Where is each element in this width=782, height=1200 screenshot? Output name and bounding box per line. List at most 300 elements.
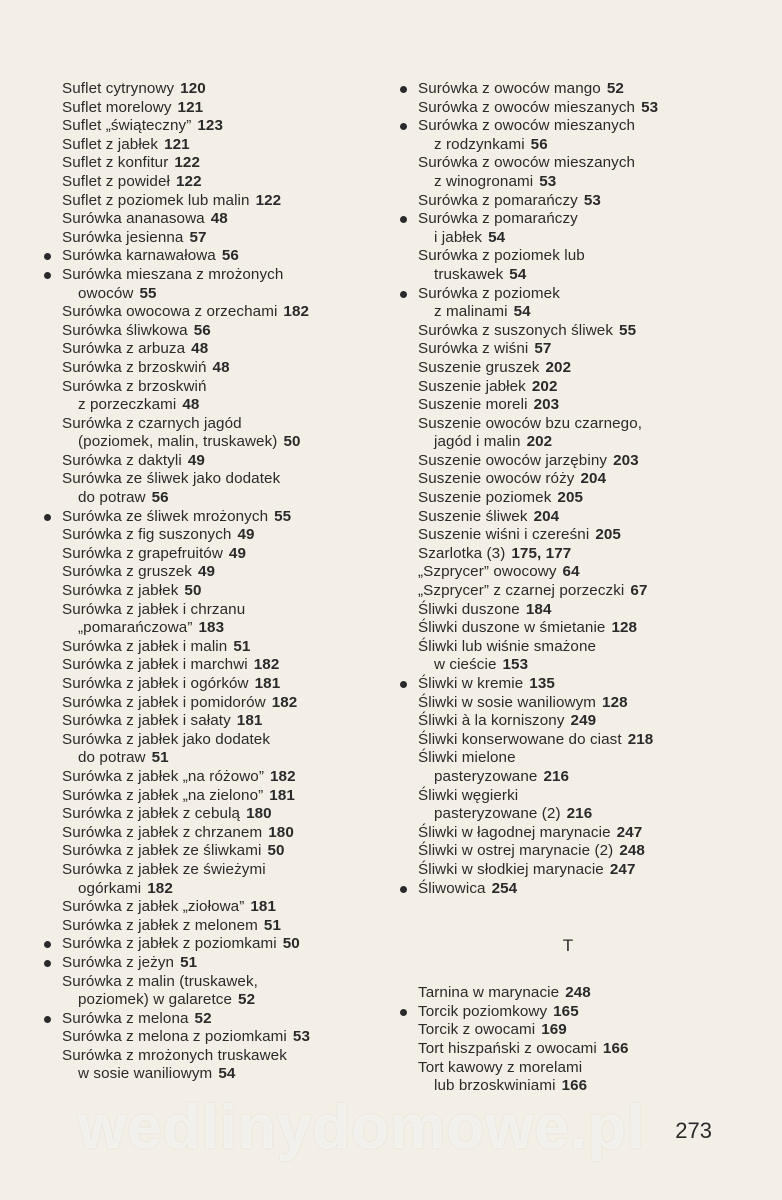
index-entry — [418, 1040, 763, 1059]
entry-title — [62, 1028, 402, 1047]
entry-text: truskawek — [434, 265, 504, 283]
entry-page-number: 53 — [641, 98, 659, 116]
entry-title — [418, 378, 763, 397]
entry-text: Surówka z jeżyn — [62, 953, 175, 971]
entry-title — [62, 601, 402, 620]
entry-text: Śliwki à la korniszony — [418, 712, 565, 730]
entry-title-continued — [418, 173, 763, 192]
entry-title — [418, 210, 763, 229]
entry-page-number: 247 — [616, 823, 643, 841]
entry-text: Suszenie moreli — [418, 396, 528, 414]
bullet-dot-icon — [44, 960, 51, 967]
entry-text: jagód i malin — [434, 433, 521, 451]
entry-page-number: 55 — [619, 321, 637, 339]
entry-page-number: 184 — [525, 600, 552, 618]
entry-page-number: 249 — [570, 712, 597, 730]
entry-title — [62, 322, 402, 341]
entry-title — [418, 675, 763, 694]
entry-text: Surówka z poziomek — [418, 284, 560, 302]
index-entry — [62, 545, 402, 564]
entry-text: Surówka z jabłek i ogórków — [62, 675, 249, 692]
entry-page-number: 56 — [530, 135, 548, 153]
entry-title — [418, 984, 763, 1003]
entry-text: Suflet z jabłek — [62, 135, 159, 153]
entry-text: Suszenie owoców róży — [418, 470, 575, 488]
entry-text: Surówka z mrożonych truskawek — [62, 1046, 287, 1064]
entry-text: z winogronami — [434, 172, 534, 190]
index-entry — [418, 192, 763, 211]
entry-text: z porzeczkami — [78, 396, 177, 414]
index-entry — [62, 508, 402, 527]
entry-page-number: 55 — [274, 507, 292, 525]
entry-title-continued — [418, 229, 763, 248]
index-entry — [62, 378, 402, 415]
entry-title — [418, 787, 763, 806]
entry-page-number: 51 — [233, 637, 251, 655]
entry-title — [62, 805, 402, 824]
entry-page-number: 180 — [246, 805, 272, 823]
entry-page-number: 121 — [177, 98, 204, 116]
entry-title — [418, 470, 763, 489]
entry-text: w cieście — [434, 656, 497, 674]
entry-title — [62, 470, 402, 489]
index-section-s-continued — [418, 80, 763, 898]
entry-page-number: 128 — [611, 619, 638, 637]
index-entry — [418, 1059, 763, 1096]
entry-text: Suszenie poziomek — [418, 489, 552, 507]
entry-text: Torcik poziomkowy — [418, 1002, 548, 1020]
entry-page-number: 205 — [595, 526, 621, 544]
entry-page-number: 183 — [198, 619, 225, 637]
entry-title — [418, 80, 763, 99]
entry-text: Surówka z brzoskwiń — [62, 377, 207, 395]
index-entry — [62, 805, 402, 824]
entry-page-number: 52 — [606, 80, 624, 97]
entry-page-number: 165 — [553, 1002, 579, 1020]
entry-page-number: 202 — [526, 433, 553, 451]
entry-page-number: 54 — [488, 228, 506, 246]
entry-title-continued — [62, 991, 402, 1010]
entry-title — [418, 545, 763, 564]
entry-title — [62, 582, 402, 601]
entry-title — [418, 1021, 763, 1040]
index-entry — [418, 80, 763, 99]
entry-title — [62, 266, 402, 285]
entry-page-number: 169 — [541, 1021, 567, 1039]
entry-text: Surówka z brzoskwiń — [62, 358, 207, 376]
entry-page-number: 49 — [228, 544, 246, 562]
entry-text: Surówka jesienna — [62, 228, 184, 246]
index-entry — [62, 675, 402, 694]
entry-page-number: 50 — [283, 433, 301, 451]
index-entry — [418, 99, 763, 118]
entry-page-number: 56 — [221, 247, 239, 265]
entry-text: Suszenie śliwek — [418, 507, 528, 525]
entry-page-number: 202 — [531, 377, 558, 395]
entry-text: Surówka z jabłek i marchwi — [62, 656, 248, 674]
entry-title — [418, 359, 763, 378]
entry-text: Śliwki duszone — [418, 600, 520, 618]
index-entry — [62, 340, 402, 359]
entry-text: „Szprycer” z czarnej porzeczki — [418, 582, 625, 600]
entry-text: Śliwki mielone — [418, 749, 516, 767]
entry-text: Śliwki duszone w śmietanie — [418, 619, 606, 637]
index-entry — [62, 954, 402, 973]
entry-title-continued — [62, 285, 402, 304]
entry-text: Surówka z czarnych jagód — [62, 414, 242, 432]
entry-title — [418, 563, 763, 582]
entry-title — [418, 396, 763, 415]
entry-text: Suflet z powideł — [62, 172, 170, 190]
index-entry — [62, 973, 402, 1010]
entry-page-number: 203 — [613, 451, 639, 469]
entry-page-number: 203 — [533, 396, 560, 414]
entry-title-continued — [62, 433, 402, 452]
entry-text: Suszenie wiśni i czereśni — [418, 526, 590, 544]
entry-text: Surówka z jabłek „na zielono” — [62, 786, 264, 804]
entry-page-number: 54 — [218, 1065, 236, 1083]
entry-page-number: 50 — [282, 935, 300, 953]
index-entry — [418, 452, 763, 471]
entry-page-number: 175, 177 — [511, 544, 572, 562]
entry-page-number: 166 — [602, 1039, 629, 1057]
entry-page-number: 56 — [193, 321, 211, 339]
index-entry — [62, 656, 402, 675]
index-entry — [418, 526, 763, 545]
entry-title — [418, 508, 763, 527]
entry-page-number: 122 — [255, 191, 282, 209]
index-entry — [418, 619, 763, 638]
index-entry — [62, 192, 402, 211]
entry-page-number: 218 — [627, 730, 654, 748]
entry-title — [418, 638, 763, 657]
index-entry — [418, 563, 763, 582]
index-entry — [418, 285, 763, 322]
entry-text: i jabłek — [434, 228, 483, 246]
bullet-dot-icon — [400, 1009, 407, 1016]
entry-text: Surówka z malin (truskawek, — [62, 972, 258, 990]
entry-text: poziomek) w galaretce — [78, 991, 233, 1009]
entry-page-number: 205 — [557, 489, 584, 507]
entry-text: Śliwki konserwowane do ciast — [418, 730, 622, 748]
entry-page-number: 48 — [212, 358, 230, 376]
entry-page-number: 51 — [263, 916, 281, 934]
entry-title — [62, 378, 402, 397]
entry-text: Surówka z jabłek i malin — [62, 637, 228, 655]
entry-text: Surówka z arbuza — [62, 340, 186, 358]
bullet-dot-icon — [44, 514, 51, 521]
index-column-right — [418, 80, 763, 1096]
entry-title-continued — [62, 1065, 402, 1084]
entry-text: Surówka mieszana z mrożonych — [62, 265, 284, 283]
entry-title-continued — [418, 656, 763, 675]
entry-text: z malinami — [434, 303, 508, 321]
index-entry — [418, 694, 763, 713]
index-entry — [62, 266, 402, 303]
entry-page-number: 52 — [194, 1009, 212, 1027]
index-section-t — [418, 984, 763, 1096]
entry-title — [418, 117, 763, 136]
index-entry — [418, 489, 763, 508]
index-entry — [62, 229, 402, 248]
entry-title — [418, 694, 763, 713]
entry-page-number: 182 — [147, 879, 173, 897]
section-letter-heading: T — [562, 936, 574, 956]
index-entry — [418, 545, 763, 564]
entry-page-number: 204 — [580, 470, 607, 488]
entry-title — [418, 731, 763, 750]
entry-title — [62, 359, 402, 378]
entry-text: Suflet z konfitur — [62, 154, 169, 172]
bullet-dot-icon — [400, 681, 407, 688]
entry-page-number: 247 — [609, 860, 636, 878]
bullet-dot-icon — [44, 1016, 51, 1023]
entry-text: Śliwki lub wiśnie smażone — [418, 637, 597, 655]
entry-title — [418, 842, 763, 861]
entry-title — [62, 917, 402, 936]
entry-text: Surówka karnawałowa — [62, 247, 216, 265]
entry-title-continued — [62, 619, 402, 638]
entry-page-number: 248 — [619, 842, 645, 860]
entry-title — [62, 638, 402, 657]
entry-title — [62, 768, 402, 787]
entry-text: Surówka z wiśni — [418, 340, 529, 358]
entry-title — [62, 842, 402, 861]
entry-text: lub brzoskwiniami — [434, 1077, 556, 1095]
entry-page-number: 216 — [566, 805, 593, 823]
entry-text: Tort hiszpański z owocami — [418, 1039, 597, 1057]
bullet-dot-icon — [400, 291, 407, 298]
entry-text: Surówka z jabłek i pomidorów — [62, 693, 266, 711]
entry-text: Surówka z jabłek „na różowo” — [62, 767, 265, 785]
entry-title — [62, 898, 402, 917]
entry-page-number: 216 — [543, 767, 570, 785]
entry-title — [418, 601, 763, 620]
entry-text: w sosie waniliowym — [78, 1065, 213, 1083]
entry-text: Surówka z owoców mieszanych — [418, 117, 636, 135]
index-entry — [62, 1047, 402, 1084]
entry-text: do potraw — [78, 749, 146, 767]
entry-title — [62, 210, 402, 229]
index-entry — [418, 731, 763, 750]
index-entry — [62, 842, 402, 861]
entry-title — [418, 749, 763, 768]
entry-text: Surówka z melona — [62, 1009, 189, 1027]
entry-title-continued — [418, 266, 763, 285]
entry-title — [62, 117, 402, 136]
entry-text: Surówka z jabłek ze śliwkami — [62, 842, 262, 860]
index-entry — [418, 1021, 763, 1040]
index-entry — [62, 359, 402, 378]
entry-text: Surówka z jabłek i sałaty — [62, 712, 231, 730]
entry-text: Surówka śliwkowa — [62, 321, 188, 339]
entry-page-number: 248 — [565, 984, 591, 1002]
entry-page-number: 166 — [561, 1077, 588, 1095]
entry-text: Surówka z jabłek ze świeżymi — [62, 860, 266, 878]
entry-text: ogórkami — [78, 879, 142, 897]
index-entry — [418, 340, 763, 359]
entry-title — [62, 973, 402, 992]
entry-text: Szarlotka (3) — [418, 544, 506, 562]
index-entry — [62, 526, 402, 545]
entry-title — [62, 861, 402, 880]
entry-text: Suszenie owoców jarzębiny — [418, 451, 608, 469]
entry-title — [418, 340, 763, 359]
entry-page-number: 182 — [271, 693, 298, 711]
index-entry — [418, 861, 763, 880]
entry-text: Surówka z daktyli — [62, 451, 182, 469]
entry-page-number: 181 — [269, 786, 295, 804]
entry-text: Suflet morelowy — [62, 98, 172, 116]
bullet-dot-icon — [400, 886, 407, 893]
entry-title — [418, 247, 763, 266]
entry-title — [62, 415, 402, 434]
entry-page-number: 153 — [502, 656, 529, 674]
entry-title — [62, 563, 402, 582]
entry-page-number: 55 — [139, 284, 157, 302]
entry-title — [418, 154, 763, 173]
entry-text: Surówka z jabłek z cebulą — [62, 805, 241, 823]
entry-text: Śliwki w słodkiej marynacie — [418, 860, 604, 878]
entry-page-number: 67 — [630, 582, 648, 600]
index-entry — [62, 601, 402, 638]
entry-title — [418, 1059, 763, 1078]
entry-title-continued — [62, 880, 402, 899]
entry-text: Surówka z pomarańczy — [418, 210, 578, 228]
entry-title — [418, 824, 763, 843]
entry-text: owoców — [78, 284, 134, 302]
entry-page-number: 180 — [268, 823, 294, 841]
index-entry — [418, 675, 763, 694]
entry-text: Surówka z owoców mango — [418, 80, 601, 97]
entry-page-number: 56 — [151, 489, 169, 507]
bullet-dot-icon — [400, 216, 407, 223]
entry-title — [418, 99, 763, 118]
index-entry — [62, 322, 402, 341]
entry-title-continued — [418, 136, 763, 155]
entry-text: Surówka ze śliwek jako dodatek — [62, 470, 281, 488]
entry-title — [62, 675, 402, 694]
entry-title-continued — [62, 489, 402, 508]
index-entry — [62, 731, 402, 768]
index-entry — [418, 322, 763, 341]
entry-title — [62, 712, 402, 731]
index-entry — [62, 787, 402, 806]
index-entry — [62, 210, 402, 229]
entry-title-continued — [418, 303, 763, 322]
entry-page-number: 182 — [283, 303, 310, 321]
entry-title-continued — [418, 805, 763, 824]
entry-text: Śliwki w sosie waniliowym — [418, 693, 597, 711]
entry-text: Suszenie owoców bzu czarnego, — [418, 414, 643, 432]
entry-page-number: 57 — [189, 228, 207, 246]
index-entry — [418, 880, 763, 899]
entry-text: Surówka ze śliwek mrożonych — [62, 507, 269, 525]
index-entry — [62, 80, 402, 99]
entry-text: Surówka z jabłek z poziomkami — [62, 935, 277, 953]
entry-page-number: 122 — [175, 172, 202, 190]
entry-text: Suflet „świąteczny” — [62, 117, 192, 135]
index-entry — [62, 452, 402, 471]
entry-text: Surówka z grapefruitów — [62, 544, 223, 562]
entry-page-number: 53 — [583, 191, 601, 209]
index-entry — [418, 154, 763, 191]
entry-page-number: 54 — [513, 303, 531, 321]
entry-title-continued — [62, 396, 402, 415]
entry-title — [418, 285, 763, 304]
entry-title — [62, 731, 402, 750]
entry-text: Suflet z poziomek lub malin — [62, 191, 250, 209]
index-entry — [418, 601, 763, 620]
entry-text: Surówka z jabłek z melonem — [62, 916, 258, 934]
entry-text: Surówka z jabłek — [62, 582, 179, 600]
entry-page-number: 64 — [562, 563, 580, 581]
entry-title — [418, 415, 763, 434]
index-entry — [418, 210, 763, 247]
entry-title — [418, 322, 763, 341]
entry-text: Suszenie jabłek — [418, 377, 526, 395]
entry-text: Torcik z owocami — [418, 1021, 536, 1039]
index-entry — [418, 378, 763, 397]
entry-text: Surówka z pomarańczy — [418, 191, 578, 209]
entry-page-number: 49 — [187, 451, 205, 469]
entry-title — [62, 935, 402, 954]
entry-text: Suszenie gruszek — [418, 358, 540, 376]
index-entry — [62, 935, 402, 954]
index-entry — [62, 415, 402, 452]
entry-text: Śliwki węgierki — [418, 786, 519, 804]
entry-page-number: 120 — [180, 80, 206, 97]
entry-title — [418, 1003, 763, 1022]
entry-title-continued — [418, 768, 763, 787]
entry-text: pasteryzowane — [434, 767, 538, 785]
entry-text: Surówka z owoców mieszanych — [418, 154, 636, 172]
index-entry — [62, 898, 402, 917]
entry-title — [62, 1010, 402, 1029]
entry-page-number: 51 — [180, 953, 198, 971]
entry-text: Surówka z melona z poziomkami — [62, 1028, 287, 1046]
entry-page-number: 50 — [184, 582, 202, 600]
index-entry — [418, 415, 763, 452]
bullet-dot-icon — [44, 253, 51, 260]
index-entry — [418, 117, 763, 154]
entry-title — [62, 99, 402, 118]
bullet-dot-icon — [400, 123, 407, 130]
entry-text: Surówka z jabłek „ziołowa” — [62, 898, 245, 916]
bullet-dot-icon — [44, 941, 51, 948]
entry-title — [62, 954, 402, 973]
entry-page-number: 182 — [270, 767, 296, 785]
index-entry — [418, 359, 763, 378]
entry-page-number: 48 — [210, 210, 228, 228]
index-entry — [62, 768, 402, 787]
entry-title — [62, 192, 402, 211]
index-entry — [418, 470, 763, 489]
index-entry — [62, 303, 402, 322]
entry-text: Śliwowica — [418, 879, 486, 897]
entry-text: Surówka owocowa z orzechami — [62, 303, 278, 321]
entry-text: Surówka ananasowa — [62, 210, 205, 228]
index-entry — [62, 136, 402, 155]
entry-title — [62, 508, 402, 527]
entry-page-number: 57 — [534, 340, 552, 358]
entry-title-continued — [62, 749, 402, 768]
index-entry — [418, 984, 763, 1003]
entry-text: Surówka z owoców mieszanych — [418, 98, 636, 116]
entry-page-number: 51 — [151, 749, 169, 767]
entry-page-number: 204 — [533, 507, 560, 525]
entry-page-number: 182 — [253, 656, 280, 674]
